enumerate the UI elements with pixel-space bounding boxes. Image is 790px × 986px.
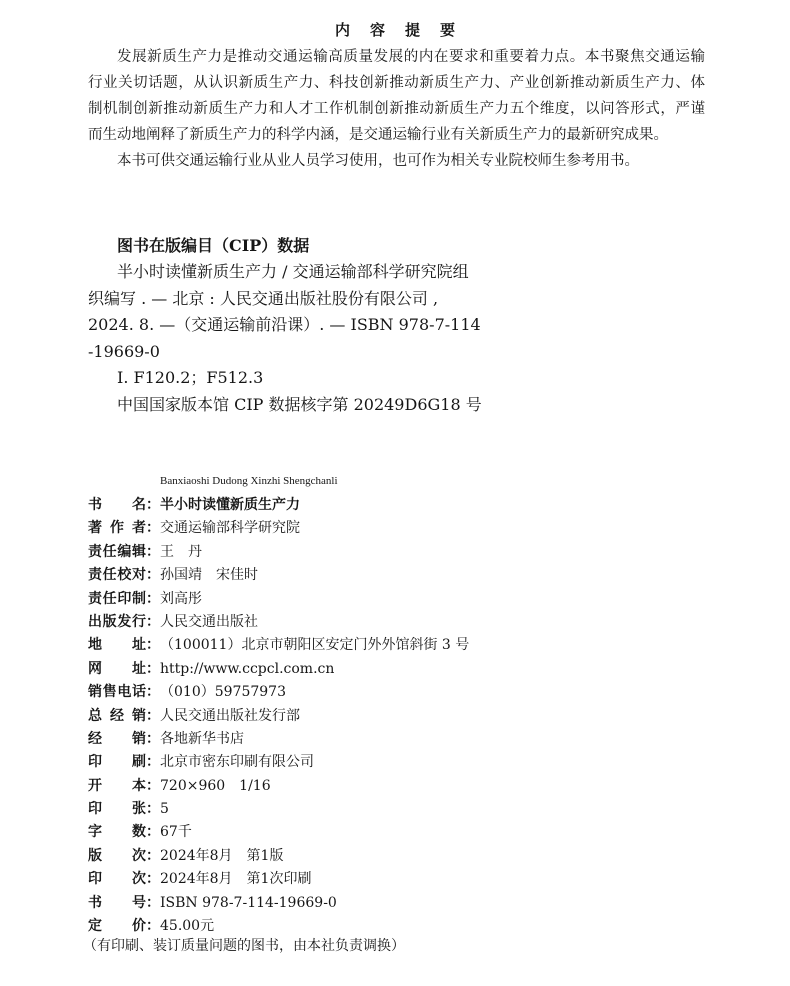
colophon-value: 45.00元 <box>160 918 215 935</box>
colophon-label: 网 址 <box>88 660 146 677</box>
summary-line: 制机制创新推动新质生产力和人才工作机制创新推动新质生产力五个维度，以问答形式，严谨 <box>88 101 705 117</box>
colophon-separator: ： <box>146 894 160 911</box>
colophon-label: 责任校对 <box>88 567 146 584</box>
colophon-value: 交通运输部科学研究院 <box>160 520 300 537</box>
colophon-label: 字 数 <box>88 824 146 841</box>
colophon-separator: ： <box>146 730 160 747</box>
colophon-separator: ： <box>146 543 160 560</box>
colophon-row <box>88 564 728 587</box>
colophon-separator: ： <box>146 847 160 864</box>
colophon-separator: ： <box>146 707 160 724</box>
colophon-separator: ： <box>146 660 160 677</box>
colophon-label: 开 本 <box>88 777 146 794</box>
colophon-value: 北京市密东印刷有限公司 <box>160 754 314 771</box>
pinyin-title: Banxiaoshi Dudong Xinzhi Shengchanli <box>160 475 338 487</box>
colophon-row <box>88 775 728 798</box>
colophon-row <box>88 681 728 704</box>
colophon-separator: ： <box>146 871 160 888</box>
colophon-row <box>88 892 728 915</box>
colophon-row <box>88 705 728 728</box>
colophon-value: http://www.ccpcl.com.cn <box>160 660 335 677</box>
colophon-value: 孙国靖 宋佳时 <box>160 567 258 584</box>
colophon-row <box>88 611 728 634</box>
colophon-separator: ： <box>146 918 160 935</box>
colophon-row <box>88 868 728 891</box>
colophon-label: 印 张 <box>88 801 146 818</box>
colophon-value: （010）59757973 <box>160 684 286 701</box>
cip-line: -19669-0 <box>88 341 160 361</box>
colophon-row <box>88 634 728 657</box>
colophon-row <box>88 728 728 751</box>
colophon-label: 书 名 <box>88 497 146 513</box>
quality-note: （有印刷、装订质量问题的图书，由本社负责调换） <box>83 938 405 954</box>
summary-body <box>88 44 705 174</box>
summary-line: 而生动地阐释了新质生产力的科学内涵，是交通运输行业有关新质生产力的最新研究成果。 <box>88 127 668 143</box>
cip-line: Ⅰ. F120.2；F512.3 <box>117 368 264 387</box>
colophon-separator: ： <box>146 684 160 701</box>
colophon-label: 责任编辑 <box>88 543 146 560</box>
colophon-separator: ： <box>146 520 160 537</box>
colophon-value: 各地新华书店 <box>160 730 244 747</box>
colophon-value: 2024年8月 第1次印刷 <box>160 871 312 888</box>
colophon-value: 刘高彤 <box>160 590 202 607</box>
cip-line: 2024. 8. —（交通运输前沿课）. — ISBN 978-7-114 <box>88 315 481 334</box>
colophon-value: 720×960 1/16 <box>160 777 271 794</box>
colophon-value: 5 <box>160 801 169 818</box>
colophon-list <box>88 494 728 938</box>
colophon-row <box>88 658 728 681</box>
colophon-label: 印 次 <box>88 871 146 888</box>
colophon-separator: ： <box>146 637 160 654</box>
colophon-row <box>88 494 728 517</box>
colophon-value: 半小时读懂新质生产力 <box>160 497 300 513</box>
colophon-label: 版 次 <box>88 847 146 864</box>
colophon-row <box>88 541 728 564</box>
colophon-label: 经 销 <box>88 730 146 747</box>
summary-line: 发展新质生产力是推动交通运输高质量发展的内在要求和重要着力点。本书聚焦交通运输 <box>117 49 705 65</box>
colophon-separator: ： <box>146 613 160 630</box>
colophon-label: 定 价 <box>88 918 146 935</box>
colophon-label: 出版发行 <box>88 613 146 630</box>
colophon-separator: ： <box>146 801 160 818</box>
colophon-row <box>88 845 728 868</box>
colophon-value: （100011）北京市朝阳区安定门外外馆斜街 3 号 <box>160 637 470 654</box>
colophon-value: 人民交通出版社发行部 <box>160 707 300 724</box>
cip-line: 织编写 . — 北京 : 人民交通出版社股份有限公司 , <box>88 288 439 308</box>
colophon-label: 地 址 <box>88 637 146 654</box>
colophon-separator: ： <box>146 497 160 513</box>
colophon-separator: ： <box>146 590 160 607</box>
colophon-label: 总 经 销 <box>88 707 146 724</box>
cip-line: 中国国家版本馆 CIP 数据核字第 20249D6G18 号 <box>117 394 482 414</box>
colophon-separator: ： <box>146 777 160 794</box>
colophon-label: 销售电话 <box>88 684 146 701</box>
colophon-label: 印 刷 <box>88 754 146 771</box>
colophon-separator: ： <box>146 567 160 584</box>
cip-record <box>88 259 708 418</box>
colophon-label: 著 作 者 <box>88 520 146 537</box>
colophon-label: 责任印制 <box>88 590 146 607</box>
cip-line: 半小时读懂新质生产力 / 交通运输部科学研究院组 <box>117 262 469 281</box>
cip-heading: 图书在版编目（CIP）数据 <box>117 236 310 255</box>
colophon-row <box>88 588 728 611</box>
colophon-value: 王 丹 <box>160 543 202 560</box>
colophon-value: ISBN 978-7-114-19669-0 <box>160 894 337 911</box>
colophon-row <box>88 751 728 774</box>
colophon-row <box>88 821 728 844</box>
colophon-row <box>88 798 728 821</box>
summary-title: 内容提要 <box>334 21 475 39</box>
summary-line: 行业关切话题，从认识新质生产力、科技创新推动新质生产力、产业创新推动新质生产力、体 <box>88 75 705 91</box>
summary-paragraph-2: 本书可供交通运输行业从业人员学习使用，也可作为相关专业院校师生参考用书。 <box>117 153 639 169</box>
colophon-separator: ： <box>146 824 160 841</box>
colophon-value: 人民交通出版社 <box>160 613 258 630</box>
colophon-value: 2024年8月 第1版 <box>160 847 284 864</box>
colophon-separator: ： <box>146 754 160 771</box>
colophon-value: 67千 <box>160 824 192 841</box>
colophon-row <box>88 517 728 540</box>
colophon-label: 书 号 <box>88 894 146 911</box>
